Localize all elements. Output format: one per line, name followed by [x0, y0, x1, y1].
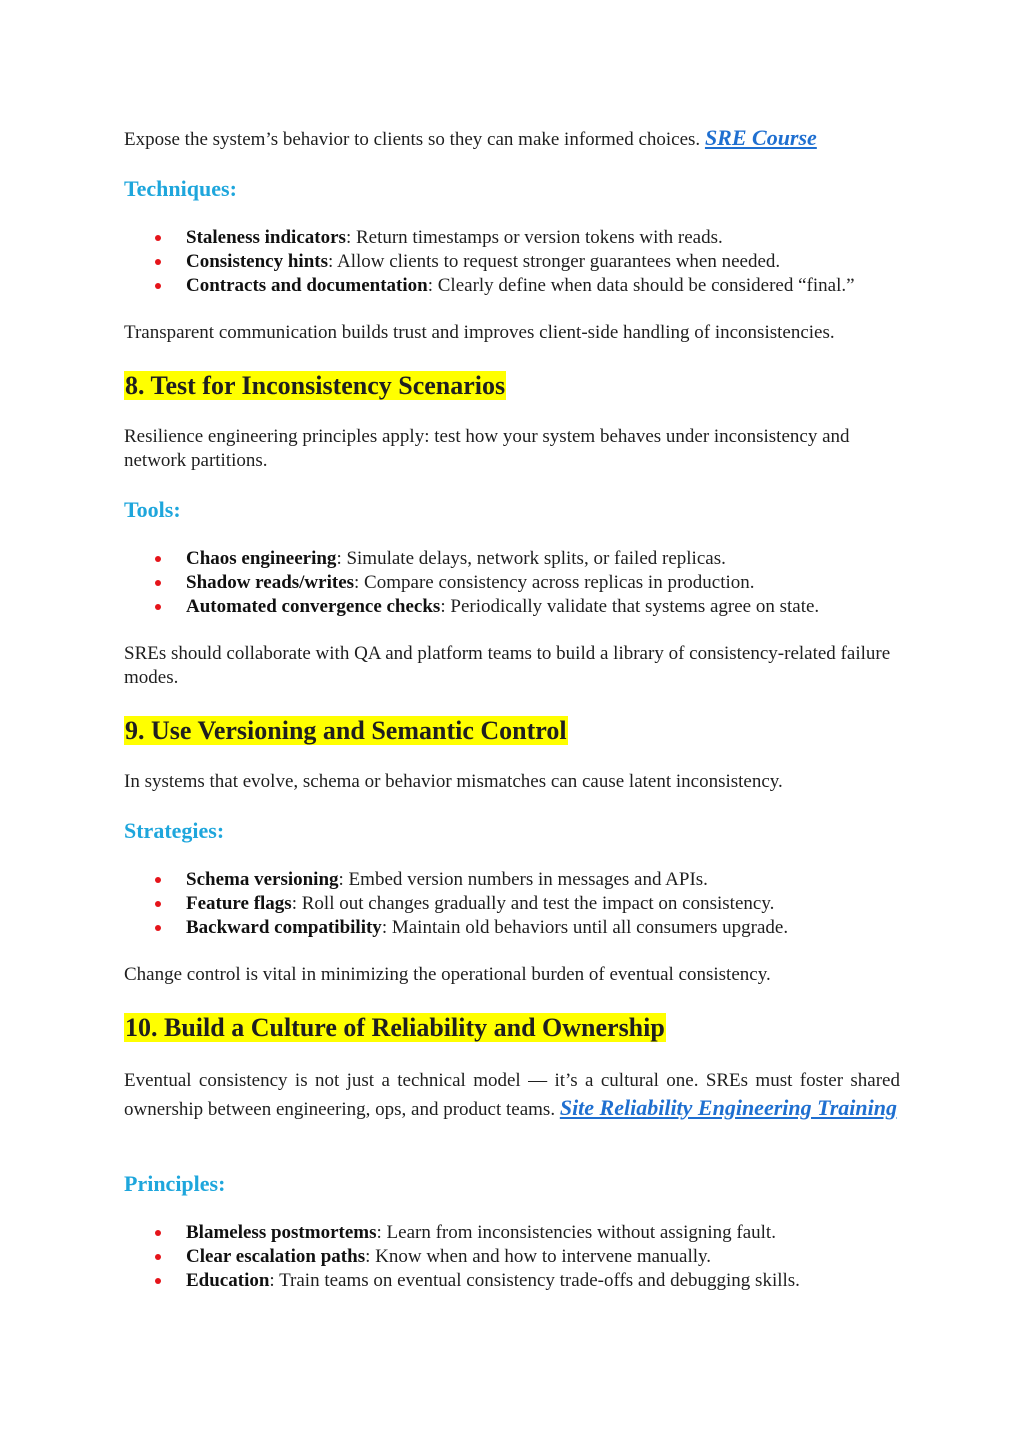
- section-10-heading-text: 10. Build a Culture of Reliability and Ownership: [125, 1013, 665, 1042]
- intro-paragraph: [124, 126, 900, 152]
- list-item-term: Chaos engineering: [186, 548, 337, 569]
- bullet-icon: [155, 604, 161, 610]
- sre-course-link[interactable]: SRE Course: [704, 125, 817, 150]
- principles-list: [124, 1221, 900, 1293]
- bullet-icon: [155, 1278, 161, 1284]
- list-item-desc: : Roll out changes gradually and test the impact on consistency.: [291, 893, 775, 914]
- list-item-desc: : Clearly define when data should be considered “final.”: [427, 275, 855, 296]
- list-item-term: Blameless postmortems: [186, 1222, 377, 1243]
- section-8-heading: [124, 369, 506, 403]
- techniques-summary: Transparent communication builds trust and improves client-side handling of inconsistencies.: [124, 322, 835, 343]
- bullet-icon: [155, 235, 161, 241]
- list-item-term: Clear escalation paths: [186, 1246, 366, 1267]
- list-item-desc: : Return timestamps or version tokens with reads.: [345, 227, 723, 248]
- intro-text: Expose the system’s behavior to clients so they can make informed choices.: [124, 129, 701, 150]
- section-9-heading-text: 9. Use Versioning and Semantic Control: [125, 716, 567, 745]
- techniques-list: [124, 226, 900, 298]
- list-item-term: Feature flags: [186, 893, 292, 914]
- tools-list: [124, 547, 900, 619]
- bullet-icon: [155, 556, 161, 562]
- list-item: [124, 1269, 900, 1293]
- section-8-heading-text: 8. Test for Inconsistency Scenarios: [125, 371, 506, 400]
- section-10-intro-text: Eventual consistency is not just a technical model — it’s a cultural one. SREs must foster shared ownership between engineering, ops, and product teams.: [124, 1070, 900, 1120]
- list-item-term: Education: [186, 1270, 270, 1291]
- list-item-desc: : Learn from inconsistencies without assigning fault.: [376, 1222, 776, 1243]
- list-item: [124, 892, 900, 916]
- bullet-icon: [155, 1254, 161, 1260]
- list-item: [124, 1245, 900, 1269]
- bullet-icon: [155, 580, 161, 586]
- list-item-desc: : Compare consistency across replicas in production.: [354, 572, 755, 593]
- section-10-intro: [124, 1067, 900, 1123]
- list-item-desc: : Train teams on eventual consistency trade-offs and debugging skills.: [269, 1270, 800, 1291]
- strategies-list: [124, 868, 900, 940]
- bullet-icon: [155, 1230, 161, 1236]
- list-item-desc: : Periodically validate that systems agree on state.: [440, 596, 820, 617]
- principles-heading: Principles:: [124, 1171, 226, 1196]
- list-item-desc: : Embed version numbers in messages and APIs.: [338, 869, 708, 890]
- list-item-term: Schema versioning: [186, 869, 339, 890]
- list-item-desc: : Simulate delays, network splits, or failed replicas.: [336, 548, 726, 569]
- list-item-term: Contracts and documentation: [186, 275, 428, 296]
- list-item-term: Automated convergence checks: [186, 596, 441, 617]
- list-item: [124, 547, 900, 571]
- list-item-term: Staleness indicators: [186, 227, 346, 248]
- tools-heading: Tools:: [124, 497, 181, 522]
- section-9-intro: In systems that evolve, schema or behavior mismatches can cause latent inconsistency.: [124, 771, 783, 792]
- section-8-intro: Resilience engineering principles apply: test how your system behaves under inconsistency and network partitions.: [124, 426, 850, 471]
- list-item-desc: : Allow clients to request stronger guarantees when needed.: [328, 251, 781, 272]
- list-item: [124, 250, 900, 274]
- section-9-heading: [124, 714, 568, 748]
- list-item: [124, 571, 900, 595]
- bullet-icon: [155, 259, 161, 265]
- list-item-term: Consistency hints: [186, 251, 328, 272]
- list-item-term: Shadow reads/writes: [186, 572, 355, 593]
- bullet-icon: [155, 901, 161, 907]
- list-item: [124, 226, 900, 250]
- bullet-icon: [155, 877, 161, 883]
- list-item: [124, 1221, 900, 1245]
- techniques-heading: Techniques:: [124, 176, 237, 201]
- list-item: [124, 274, 900, 298]
- list-item: [124, 595, 900, 619]
- sre-training-link[interactable]: Site Reliability Engineering Training: [559, 1095, 898, 1120]
- section-9-summary: Change control is vital in minimizing the operational burden of eventual consistency.: [124, 964, 771, 985]
- list-item-desc: : Know when and how to intervene manually.: [365, 1246, 712, 1267]
- list-item: [124, 868, 900, 892]
- bullet-icon: [155, 283, 161, 289]
- section-8-summary: SREs should collaborate with QA and platform teams to build a library of consistency-related failure modes.: [124, 643, 891, 688]
- strategies-heading: Strategies:: [124, 818, 225, 843]
- list-item-term: Backward compatibility: [186, 917, 382, 938]
- bullet-icon: [155, 925, 161, 931]
- list-item: [124, 916, 900, 940]
- list-item-desc: : Maintain old behaviors until all consumers upgrade.: [381, 917, 789, 938]
- section-10-heading: [124, 1011, 666, 1045]
